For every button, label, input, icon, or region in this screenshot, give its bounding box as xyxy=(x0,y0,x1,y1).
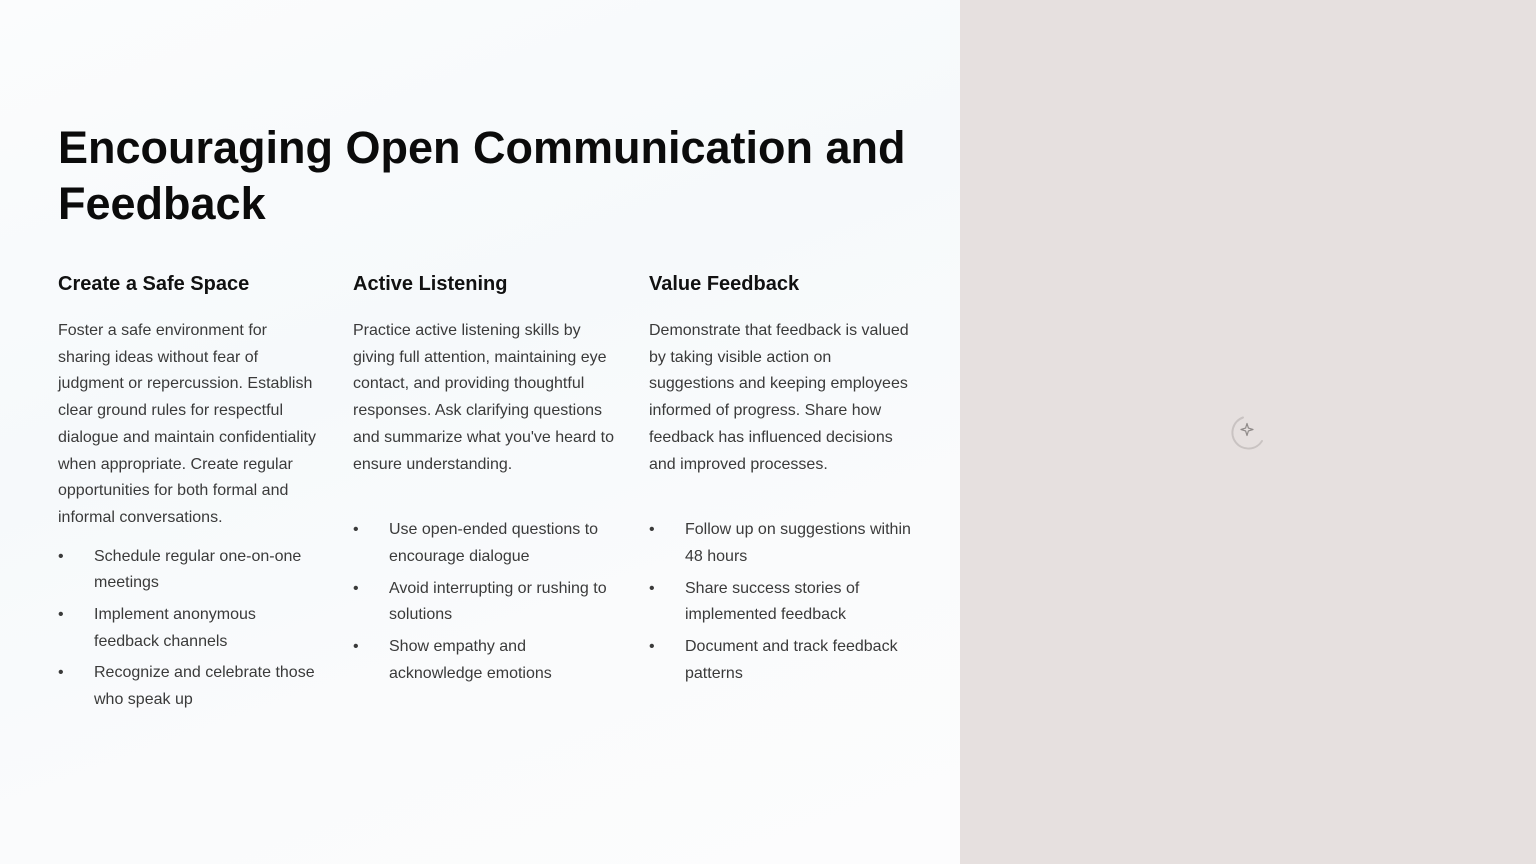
bullet-text: Avoid interrupting or rushing to solutions xyxy=(389,579,607,624)
bullet-item xyxy=(58,660,320,713)
bullet-item xyxy=(353,634,615,687)
bullet-text: Use open-ended questions to encourage dialogue xyxy=(389,521,599,565)
bullet-item xyxy=(649,517,911,570)
bullet-glyph: • xyxy=(353,579,359,597)
bullet-list xyxy=(649,517,911,687)
bullet-glyph: • xyxy=(353,521,359,539)
bullet-text: Implement anonymous feedback channels xyxy=(94,606,256,650)
column-body: Practice active listening skills by giving full attention, maintaining eye contact, and providing thoughtful responses. Ask clarifying questions and summarize what you've heard to ensure understanding. xyxy=(353,322,614,473)
column-heading: Value Feedback xyxy=(649,273,800,295)
bullet-item xyxy=(649,576,911,629)
bullet-glyph: • xyxy=(353,638,359,656)
bullet-glyph: • xyxy=(649,638,655,656)
bullet-text: Follow up on suggestions within 48 hours xyxy=(685,521,911,565)
bullet-item xyxy=(353,576,615,629)
bullet-text: Show empathy and acknowledge emotions xyxy=(389,638,552,682)
bullet-glyph: • xyxy=(58,606,64,624)
column-body: Demonstrate that feedback is valued by taking visible action on suggestions and keeping employees informed of progress. Share how feedback has influenced decisions and improved processes. xyxy=(649,322,909,473)
bullet-text: Share success stories of implemented feedback xyxy=(685,579,860,624)
bullet-item xyxy=(649,634,911,687)
bullet-glyph: • xyxy=(58,547,64,565)
slide-title: Encouraging Open Communication and Feedback xyxy=(58,122,906,229)
column-value-feedback xyxy=(649,270,911,692)
column-active-listening xyxy=(353,270,615,692)
bullet-text: Recognize and celebrate those who speak up xyxy=(94,664,315,709)
bullet-text: Document and track feedback patterns xyxy=(685,638,898,682)
image-placeholder-panel xyxy=(960,0,1536,864)
column-safe-space xyxy=(58,270,320,719)
column-body: Foster a safe environment for sharing ideas without fear of judgment or repercussion. Establish clear ground rules for respectful dialogue and maintain confidentiality when appropriate. Create regular opportunities for both formal and informal conversations. xyxy=(58,322,316,526)
sparkle-loading-icon xyxy=(1228,414,1266,452)
bullet-glyph: • xyxy=(58,664,64,682)
bullet-list xyxy=(353,517,615,687)
bullet-item xyxy=(353,517,615,570)
bullet-item xyxy=(58,544,320,597)
bullet-text: Schedule regular one-on-one meetings xyxy=(94,547,302,592)
bullet-list xyxy=(58,544,320,714)
bullet-glyph: • xyxy=(649,579,655,597)
bullet-glyph: • xyxy=(649,521,655,539)
column-heading: Active Listening xyxy=(353,273,508,295)
column-heading: Create a Safe Space xyxy=(58,273,250,295)
bullet-item xyxy=(58,602,320,655)
